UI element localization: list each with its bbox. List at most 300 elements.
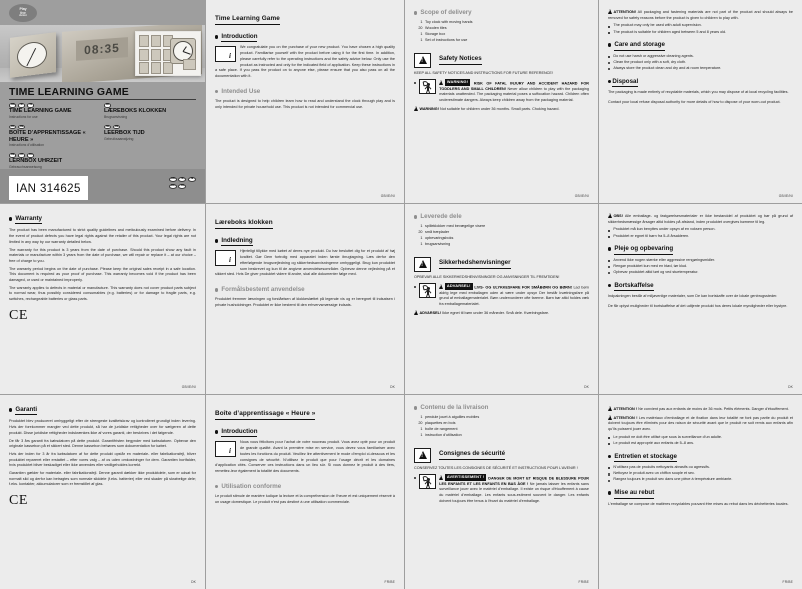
list-item [608, 66, 793, 72]
warning-triangle-icon [608, 213, 612, 218]
square-bullet-icon [414, 477, 416, 479]
attention-en [608, 9, 793, 21]
ian-bar [0, 169, 205, 203]
list-item [608, 477, 793, 483]
heading-text: Introduction [221, 33, 257, 42]
attention-bold: OBS! [613, 214, 623, 218]
flag-badge: NI [188, 177, 196, 182]
heading-text: Scope of delivery [420, 9, 472, 16]
page-en-3 [599, 0, 802, 203]
attention-items-en [608, 23, 793, 35]
logo-line-2: tive [20, 10, 26, 15]
ian-box [9, 176, 88, 200]
item-text: instruction d’utilisation [425, 432, 462, 437]
page-footer-code: GB/IE/NI [181, 385, 196, 389]
tile-cell [139, 35, 149, 47]
ce-mark: CE [9, 307, 28, 323]
flag-badge: CH [27, 153, 34, 158]
language-product-name: LÆREBOKS KLOKKEN [104, 108, 167, 115]
bullet-icon [215, 485, 218, 488]
item-text: Always store the product clean and dry and at room temperature. [613, 66, 722, 71]
qty: 1 [420, 432, 423, 437]
qty: 1 [420, 224, 423, 229]
qty: 1 [420, 20, 423, 25]
flag-badge: DE [9, 153, 16, 158]
list-item [414, 38, 589, 44]
square-bullet-icon [608, 230, 610, 232]
attention-items-dk [608, 227, 793, 239]
square-bullet-icon [608, 62, 610, 64]
introduction-body-dk: Hjerteligt tillykke med købet af deres nye produkt. Du har besluttet dig for et produkt af høj kvalitet. Gør Dem fortrolig med apparatet inden første ibrugtagning. Læs derfor den efterfølgende brugsvejledning og sikkerhedsanvisningerne omhyggeligt. Brug kun produktet som beskrevet og kun til de angivne anvendelsesområder. Opbevar denne vejledning på et sikkert sted. Hvis De giver produktet videre til andre, skal alle dokumenter følge med. [215, 249, 395, 277]
item-text: The product may only be used with adult supervision. [613, 23, 702, 28]
flag-row [104, 103, 197, 108]
item-text: små træplader [425, 230, 450, 235]
item-text: brugsanvisning [425, 241, 451, 246]
warning-triangle-icon [414, 257, 431, 272]
warning2-body: Ikke egnet til børn under 36 måneder. Små dele. Kvælningsfare. [442, 310, 550, 315]
flag-badge: NL [104, 125, 111, 130]
cover-divider [9, 99, 196, 100]
item-text: Opbevar produktet altid tørt og ved stuetemperatur. [613, 270, 699, 275]
heading-text: Safety Notices [439, 55, 482, 64]
section-title-en: Time Learning Game [215, 15, 280, 25]
page-footer-code: DK [191, 580, 196, 584]
warning-triangle-icon [608, 406, 612, 411]
heading-care-fr [608, 453, 793, 462]
ian-flag-grid [169, 177, 196, 189]
square-bullet-icon [414, 286, 416, 288]
page-footer-code: DK [390, 385, 395, 389]
warning-body: Ne jamais laisser les enfants sans surveillance jouer avec le matériel d’emballage. Il existe un risque d’étouffement à cause du matériel d’emballage. Les enfants sous-estiment souvent le danger. Les enfants doivent toujours être tenus à l’écart du matériel d’emballage. [439, 481, 590, 503]
qty: 1 [420, 427, 423, 432]
warning2-body: Ne convient pas aux enfants de moins de 36 mois. Petits éléments. Danger d’étouffement. [638, 407, 789, 411]
warranty-p3-dk: Hvis der inden for 3 år fra købsdatoen af for dette produkt opstår en materiale- eller fabrikationsfejl, bliver produktet repareret eller erstattet – efter vores valg – af os uden omkostninger for dem. Garantien bortfalder, hvis produktet bliver beskadiget eller ikke anvendes eller vedligeholdes korrekt. [9, 451, 196, 468]
attention-body: Les matériaux d’emballage et de fixation dans leur totalité ne font pas partie du produit et doivent toujours être éliminés pour des raison de sécurité avant que le produit ne soit remis aux enfants afin qu’ils puissent jouer avec. [608, 415, 793, 432]
warranty-p2-en: The warranty for this product is 3 years from the date of purchase. Should this product show any fault in materials or manufacture within 3 years from the date of purchase, we will repair or replace it – at our choice – free of charge to you. [9, 247, 196, 263]
list-item [608, 465, 793, 471]
brand-logo [9, 4, 39, 23]
suffocation-hazard-icon [419, 79, 436, 94]
warning-block-dk [414, 283, 589, 308]
bullet-icon [414, 215, 417, 218]
warranty-p4-dk: Garantien gælder for materiale- eller fabrikationsfejl. Denne garanti dækker ikke produktdele, som er udsat for normalt slid og derfor kan betragtes som normale sliddele (f.eks. batterier) eller ved skader på skrøbelige dele; f.eks. kontakter, akkumulatorer som er fremstillet af glas. [9, 470, 196, 487]
square-bullet-icon [608, 473, 610, 475]
heading-text: Entretien et stockage [614, 453, 677, 462]
square-bullet-icon [608, 467, 610, 469]
heading-intended-use-en [215, 88, 395, 96]
heading-text: Utilisation conforme [221, 482, 282, 490]
square-bullet-icon [608, 272, 610, 274]
square-bullet-icon [608, 260, 610, 262]
heading-text: Indledning [221, 237, 252, 246]
heading-warranty-en [9, 215, 196, 224]
scope-list-dk [414, 224, 589, 247]
list-item [608, 60, 793, 66]
page-dk-warranty [0, 395, 205, 589]
warning-triangle-icon [439, 80, 443, 85]
item-text: The product is suitable for children aged between 5 and 8 years old. [613, 29, 727, 34]
warning-bold: DANGER DE MORT ET RISQUE DE BLESSURE POUR LES ENFANTS ET LES ENFANTS EN BAS ÂGE ! [439, 476, 589, 486]
heading-disposal-fr [608, 489, 793, 498]
language-subtitle: Instructions for use [9, 115, 38, 120]
warning-text-en [439, 79, 589, 104]
heading-text: Care and storage [614, 41, 665, 50]
item-text: Storage box [425, 32, 446, 37]
list-item [608, 234, 793, 240]
info-manual-icon [215, 441, 236, 457]
safety-keep-fr: CONSERVEZ TOUTES LES CONSIGNES DE SÉCURITÉ ET INSTRUCTIONS POUR L’AVENIR ! [414, 465, 578, 470]
flag-badge: BE [18, 125, 25, 130]
tile-cell [151, 62, 161, 74]
heading-care-en [608, 41, 793, 50]
page-en-1 [206, 0, 404, 203]
warranty-p4-en: The warranty applies to defects in material or manufacture. This warranty does not cover product parts subject to normal wear, thus possibly considered consumables (e.g. batteries) or for damage to fragile parts, e.g. switches, rechargeable batteries or glass parts. [9, 285, 196, 301]
item-text: Nettoyez le produit avec un chiffon souple et sec. [613, 471, 696, 476]
item-text: Set of instructions for use [425, 37, 468, 42]
item-text: Clean the product only with a soft, dry cloth. [613, 59, 687, 64]
flag-badge: NI [27, 103, 34, 108]
bullet-icon [608, 284, 611, 287]
list-item [608, 270, 793, 276]
page-footer-code: GB/IE/NI [574, 194, 589, 198]
disposal-body2-en: Contact your local refuse disposal authority for more details of how to dispose of your worn-out product. [608, 99, 781, 104]
disposal-body1-dk: Indpakningen består af miljøvenlige materialer, som De kan bortskaffe over de lokale genbrugssteder. [608, 294, 778, 299]
heading-scope-fr [414, 404, 589, 412]
heading-disposal-dk [608, 282, 793, 291]
warning2-bold: ADVARSEL! [419, 310, 442, 315]
list-item [608, 264, 793, 270]
care-items-en [608, 54, 793, 72]
intended-use-body-en: The product is designed to help children learn how to read and understand the clock through play and is only intended for private household use. This product is not intended for commercial use. [215, 99, 395, 109]
bullet-icon [608, 80, 611, 83]
heading-text: Warranty [15, 215, 42, 224]
qty: 1 [420, 37, 423, 42]
ce-mark: CE [9, 493, 28, 508]
warning-tag: AVERTISSEMENT ! [445, 474, 487, 481]
attention-body: Alle emballage- og fastgørelsesmaterialer er ikke bestanddel af produktet og bør på grund af sikkerhedsmæssige årsager altid holdes på afstand, inden produktet overgives børnene til leg. [608, 214, 793, 224]
item-text: opbevaringsboks [425, 236, 454, 241]
attention-dk [608, 213, 793, 225]
ian-number: IAN 314625 [16, 182, 81, 195]
logo-line-3: Junior [19, 14, 27, 18]
flag-badge: GB [10, 103, 15, 107]
bullet-icon [608, 43, 611, 46]
warning-body: Lad børn aldrig lege med emballagen uden at være under opsyn Der består kvælningsfare på grund af emballagematerialet. Børn undervurderer ofte farerne. Børn bør altid holdes væk fra emballagematerialet. [439, 285, 589, 307]
attention-items-fr [608, 435, 793, 447]
page-footer-code: DK [788, 385, 793, 389]
item-text: plaquettes en bois [425, 421, 456, 426]
warning-tag: ADVARSEL! [445, 283, 473, 290]
heading-text: Introduction [221, 428, 257, 437]
square-bullet-icon [608, 266, 610, 268]
heading-scope-dk [414, 213, 589, 221]
warning-text-dk [439, 283, 589, 308]
square-bullet-icon [608, 26, 610, 28]
tile-cell [151, 35, 161, 47]
item-text: Produktet må kun benyttes under opsyn af en voksen person. [613, 227, 716, 232]
list-item [608, 227, 793, 233]
inset-tile [183, 59, 196, 70]
warranty-p1-dk: Produktet blev produceret omhyggeligt efter de strengeste kvalitetskrav og kontrolleret grundigt inden levering. Hvis der forekommer mangler ved dette produkt, så har de juridiske rettigheder over for sælgeren af dette produkt. Disse juridiske rettigheder indskrænkes ikke af vores garanti, der beskrives i det følgende. [9, 419, 196, 435]
language-subtitle: Gebruiksaanwijzing [104, 137, 134, 142]
page-footer-code: GB/IE/NI [778, 194, 793, 198]
qty: 20 [418, 230, 423, 235]
bullet-icon [215, 35, 218, 38]
heading-text: Bortskaffelse [614, 282, 653, 291]
heading-text: Garanti [15, 406, 37, 415]
language-block [9, 103, 102, 119]
warning-triangle-icon [439, 284, 443, 289]
flag-row [9, 125, 102, 130]
square-bullet-icon [608, 32, 610, 34]
tile-cell [139, 49, 149, 61]
square-bullet-icon [608, 56, 610, 58]
heading-care-dk [608, 245, 793, 254]
language-column-right [104, 103, 197, 147]
square-bullet-icon [608, 437, 610, 439]
flag-badge: DK [104, 103, 111, 108]
warranty-p1-en: The product has been manufactured to strict quality guidelines and meticulously examined before delivery. In the event of product defects you have legal rights against the retailer of this product. Your legal rights are not limited in any way by our warranty detailed below. [9, 228, 196, 244]
section-title-dk: Læreboks klokken [215, 219, 273, 229]
list-item [608, 258, 793, 264]
item-text: Rengør produktet kun med en blød, tør klud. [613, 263, 688, 268]
bullet-icon [608, 247, 611, 250]
safety-keep-dk: OPBEVAR ALLE SIKKERHEDSHENVISNINGER OG ANVISNINGER TIL FREMTIDEN! [414, 274, 560, 279]
list-item [414, 242, 589, 248]
square-bullet-icon [608, 68, 610, 70]
item-text: Produktet er egnet til børn fra 5–8 årsalderen. [613, 233, 690, 238]
page-dk-3 [599, 204, 802, 394]
attention-body: All packaging and fastening materials are not part of the product and should always be removed for safety reasons before the product is given to children to play with. [608, 10, 793, 20]
list-item [608, 435, 793, 441]
flag-row [9, 103, 102, 108]
language-subtitle: Instructions d’utilisation [9, 143, 45, 148]
bullet-icon [414, 11, 417, 14]
bullet-icon [9, 217, 12, 220]
page-en-2 [405, 0, 598, 203]
item-text: boîte de rangement [425, 427, 458, 432]
warning-triangle-icon [414, 106, 418, 111]
product-detail-inset [135, 31, 201, 76]
wooden-clock-tile [10, 32, 56, 78]
warning2-bold: ATTENTION ! [613, 407, 638, 411]
warranty-p3-en: The warranty period begins on the date of purchase. Please keep the original sales receipt in a safe location. This document is required as your proof of purchase. This warranty becomes void if the product has been damaged, or used or maintained improperly. [9, 266, 196, 282]
list-item [608, 23, 793, 29]
heading-introduction-fr [215, 428, 395, 437]
qty: 1 [420, 415, 423, 420]
item-text: N’utilisez pas de produits nettoyants abrasifs ou agressifs. [613, 465, 710, 470]
heading-introduction-dk [215, 237, 395, 246]
list-item [608, 441, 793, 447]
page-fr-3 [599, 395, 802, 589]
item-text: Toy clock with moving hands [425, 20, 473, 25]
logo-line-1: Play [19, 7, 27, 12]
warning2-fr [608, 406, 793, 413]
cover-product-title: TIME LEARNING GAME [9, 86, 129, 98]
item-text: pendule jouet à aiguilles mobiles [425, 415, 480, 420]
item-text: Do not use harsh or aggressive cleaning agents. [613, 53, 694, 58]
page-dk-1 [206, 204, 404, 394]
heading-text: Sikkerhedshenvisninger [439, 259, 511, 268]
bullet-icon [414, 406, 417, 409]
scope-list-en [414, 20, 589, 43]
flag-badge: IE [178, 177, 186, 182]
warning2-dk [414, 310, 589, 317]
clock-display-text: 08:35 [76, 37, 128, 61]
heading-disposal-en [608, 78, 793, 87]
page-en-warranty [0, 204, 205, 394]
item-text: Rangez toujours le produit sec dans une pièce à température ambiante. [613, 477, 733, 482]
product-photo [0, 25, 205, 82]
bullet-icon [215, 288, 218, 291]
heading-safety-en [414, 53, 589, 68]
heading-text: Formålsbestemt anvendelse [221, 285, 305, 293]
qty: 20 [418, 26, 423, 31]
flag-row [104, 125, 197, 130]
square-bullet-icon [608, 236, 610, 238]
warning-block-en [414, 79, 589, 104]
heading-safety-fr [414, 448, 589, 463]
item-text: Anvend ikke nogen stærke eller aggressive rengøringsmidler. [613, 257, 716, 262]
square-bullet-icon [414, 82, 416, 84]
language-block [104, 125, 197, 141]
heading-text: Intended Use [221, 87, 261, 95]
heading-text: Pleje og opbevaring [614, 245, 673, 254]
list-item [608, 30, 793, 36]
flag-badge: GB [169, 177, 177, 182]
qty: 1 [420, 32, 423, 37]
attention-fr [608, 415, 793, 433]
language-block [9, 125, 102, 148]
warning-block-fr [414, 474, 589, 505]
language-block [104, 103, 197, 119]
language-product-name: BOÎTE D’APPRENTISSAGE « HEURE » [9, 130, 86, 143]
scope-list-fr [414, 415, 589, 438]
page-fr-1 [206, 395, 404, 589]
suffocation-hazard-icon [419, 283, 436, 298]
heading-warranty-dk [9, 406, 196, 415]
flag-badge: AT [18, 153, 25, 158]
warning-text-fr [439, 474, 589, 505]
flag-badge: IE [18, 103, 25, 108]
page-footer-code: DK [584, 385, 589, 389]
disposal-body2-dk: De får oplyst muligheder til bortskaffelse af det udtjente produkt hos deres lokale myndigheder eller bystyre. [608, 303, 788, 308]
language-product-name: TIME LEARNING GAME [9, 108, 72, 115]
attention-bold: ATTENTION! [613, 10, 637, 14]
language-product-name: LERNBOX UHRZEIT [9, 158, 63, 165]
square-bullet-icon [608, 480, 610, 482]
warning-triangle-icon [608, 9, 612, 14]
info-manual-icon [215, 46, 236, 62]
list-item [608, 54, 793, 60]
tile-cell [151, 49, 161, 61]
bullet-icon [215, 430, 218, 433]
info-manual-icon [215, 250, 236, 266]
heading-intended-use-fr [215, 483, 395, 491]
flag-badge: DK [169, 184, 177, 189]
bullet-icon [215, 90, 218, 93]
flag-badge: FR [178, 184, 186, 189]
flag-row [9, 153, 102, 158]
attention-bold: ATTENTION ! [613, 415, 638, 420]
intended-use-body-dk: Produktet fremmer læsningen og forståelsen af klokkeslættet på legende vis og er beregnet til indsatsen i private husholdninger. Produktet er ikke bestemt til den erhvervsmæssige indsats. [215, 297, 395, 308]
heading-safety-dk [414, 257, 589, 272]
warning-triangle-icon [414, 310, 418, 315]
suffocation-hazard-icon [419, 474, 436, 489]
safety-keep-en: KEEP ALL SAFETY NOTICES AND INSTRUCTIONS FOR FUTURE REFERENCE! [414, 70, 553, 75]
page-footer-code: FR/BE [782, 580, 793, 584]
heading-text: Disposal [612, 78, 638, 87]
warning-triangle-icon [608, 415, 612, 420]
heading-text: Leverede dele [420, 213, 462, 220]
heading-intended-use-dk [215, 286, 395, 294]
care-items-fr [608, 465, 793, 483]
warning2-bold: WARNING! [419, 106, 439, 111]
bullet-icon [608, 491, 611, 494]
bullet-icon [9, 408, 12, 411]
bullet-icon [215, 239, 218, 242]
language-product-name: LEERBOX TIJD [104, 130, 145, 137]
square-bullet-icon [608, 443, 610, 445]
language-column-left [9, 103, 102, 175]
warranty-p2-dk: De får 3 års garanti fra købsdatoen på dette produkt. Garantifristen begynder med købsdatoen. Opbevar den originale kassebon på et sikkert sted. Denne kassebon behøves som dokumentation for købet. [9, 438, 196, 449]
warning-bold: LIVS- OG ULYKKESFARE FOR SMÅBØRN OG BØRN! [474, 285, 572, 290]
intended-use-body-fr: Le produit stimule de manière ludique la lecture et la compréhension de l’heure et est uniquement réservé à un usage domestique. Le produit n’est pas destiné à une utilisation commerciale. [215, 494, 395, 504]
list-item [608, 471, 793, 477]
tile-cell [139, 62, 149, 74]
language-subtitle: Gebrauchsanweisung [9, 165, 42, 170]
warning-tag: WARNING! [445, 79, 471, 86]
item-text: Wooden tiles [425, 26, 447, 31]
heading-text: Contenu de la livraison [420, 404, 489, 411]
warning-bold: RISK OF FATAL INJURY AND ACCIDENT HAZARD FOR TODDLERS AND SMALL CHILDREN! [439, 81, 589, 91]
flag-badge: BE [113, 125, 120, 130]
qty: 20 [418, 421, 423, 426]
qty: 1 [420, 241, 423, 246]
warning-triangle-icon [439, 475, 443, 480]
heading-introduction-en [215, 33, 395, 42]
warning-triangle-icon [414, 448, 431, 463]
warning2-en [414, 106, 589, 113]
care-items-dk [608, 258, 793, 276]
flag-badge: FR [9, 125, 16, 130]
qty: 1 [420, 236, 423, 241]
language-block [9, 153, 102, 169]
heading-text: Mise au rebut [614, 489, 654, 498]
page-fr-2 [405, 395, 598, 589]
page-footer-code: GB/IE/NI [380, 194, 395, 198]
bullet-icon [608, 455, 611, 458]
cover-page [0, 0, 205, 203]
language-subtitle: Brugsanvisning [104, 115, 128, 120]
page-dk-2 [405, 204, 598, 394]
section-title-fr: Boîte d’apprentissage « Heure » [215, 410, 315, 420]
item-text: Le produit ne doit être utilisé que sous la surveillance d’un adulte. [613, 434, 722, 439]
page-footer-code: FR/BE [578, 580, 589, 584]
page-footer-code: FR/BE [384, 580, 395, 584]
list-item [414, 433, 589, 439]
item-text: spilleklokker med bevægelige visere [425, 224, 486, 229]
warning-triangle-icon [414, 53, 431, 68]
disposal-body1-fr: L’emballage se compose de matières recyclables pouvant être mises au rebut dans les déchetteries locales. [608, 501, 789, 506]
item-text: Le produit est approprié aux enfants de 5–8 ans. [613, 440, 695, 445]
heading-scope-en [414, 9, 589, 17]
warning-body: Never allow children to play with the packaging materials unattended. The packaging material poses a suffocation hazard. Children often underestimate dangers. Always keep children away from the packaging material. [439, 86, 589, 103]
introduction-body-en: We congratulate you on the purchase of your new product. You have chosen a high quality product. Familiarise yourself with the product before using it for the first time. In addition, please carefully refer to the operating instructions and the safety advice below. Only use the product as instructed and only for the indicated field of application. Keep these instructions in a safe place. If you pass the product on to anyone else, please ensure that you also pass on all the documentation with it. [215, 45, 395, 78]
disposal-body1-en: The packaging is made entirely of recyclable materials, which you may dispose of at local recycling facilities. [608, 90, 789, 95]
heading-text: Consignes de sécurité [439, 450, 505, 459]
introduction-body-fr: Nous vous félicitons pour l’achat de votre nouveau produit. Vous avez opté pour un produit de grande qualité. Avant la première mise en service, vous devez vous familiariser avec toutes les fonctions du produit. Veuillez lire attentivement le mode d’emploi ci-dessous et les consignes de sécurité. N’utilisez le produit que pour l’usage décrit et les domaines d’application cités. Conserver ces instructions dans un lieu sûr. Si vous donnez le produit à des tiers, remettez-leur également la totalité des documents. [215, 440, 395, 473]
